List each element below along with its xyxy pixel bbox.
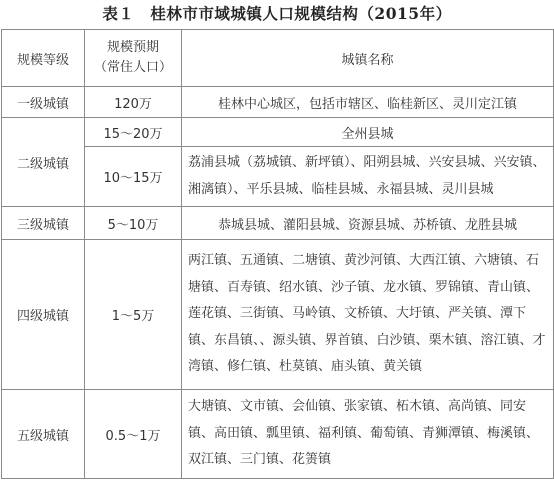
table-title: 表１ 桂林市市域城镇人口规模结构（2015年）	[102, 4, 452, 23]
header-level: 规模等级	[2, 30, 85, 87]
names-cell: 大塘镇、文市镇、会仙镇、张家镇、柘木镇、高尚镇、同安镇、高田镇、瓢里镇、福利镇、葡萄镇、青狮潭镇、梅溪镇、双江镇、三门镇、花箦镇	[182, 390, 554, 479]
table-row	[2, 390, 554, 479]
table-row	[2, 240, 554, 390]
level-cell: 三级城镇	[2, 207, 85, 240]
scale-cell: 1～5万	[85, 240, 182, 390]
names-cell: 恭城县城、灌阳县城、资源县城、苏桥镇、龙胜县城	[182, 207, 554, 240]
table-row	[2, 207, 554, 240]
level-cell: 四级城镇	[2, 240, 85, 390]
scale-cell: 5～10万	[85, 207, 182, 240]
names-cell: 全州县城	[182, 118, 554, 147]
scale-cell: 0.5～1万	[85, 390, 182, 479]
header-scale	[85, 30, 182, 87]
names-cell: 两江镇、五通镇、二塘镇、黄沙河镇、大西江镇、六塘镇、石塘镇、百寿镇、绍水镇、沙子镇、龙水镇、罗锦镇、青山镇、莲花镇、三街镇、马岭镇、文桥镇、大圩镇、严关镇、潭下镇、东昌镇、、源头镇、界首镇、白沙镇、栗木镇、溶江镇、才湾镇、修仁镇、杜莫镇、庙头镇、黄关镇	[182, 240, 554, 390]
level-cell: 一级城镇	[2, 87, 85, 118]
table-row	[2, 87, 554, 118]
names-cell: 桂林中心城区，包括市辖区、临桂新区、灵川定江镇	[182, 87, 554, 118]
header-names: 城镇名称	[182, 30, 554, 87]
level-cell: 二级城镇	[2, 118, 85, 207]
table-row	[2, 147, 554, 207]
scale-cell: 10～15万	[85, 147, 182, 207]
header-scale-line1: 规模预期	[106, 40, 159, 55]
level-cell: 五级城镇	[2, 390, 85, 479]
table-row	[2, 118, 554, 147]
table-header-row	[2, 30, 554, 87]
names-cell: 荔浦县城（荔城镇、新坪镇）、阳朔县城、兴安县城、兴安镇、湘漓镇）、平乐县城、临桂县城、永福县城、灵川县城	[182, 147, 554, 207]
scale-cell: 120万	[85, 87, 182, 118]
population-scale-table	[1, 29, 554, 479]
scale-cell: 15～20万	[85, 118, 182, 147]
header-scale-line2: （常住人口）	[93, 60, 172, 75]
